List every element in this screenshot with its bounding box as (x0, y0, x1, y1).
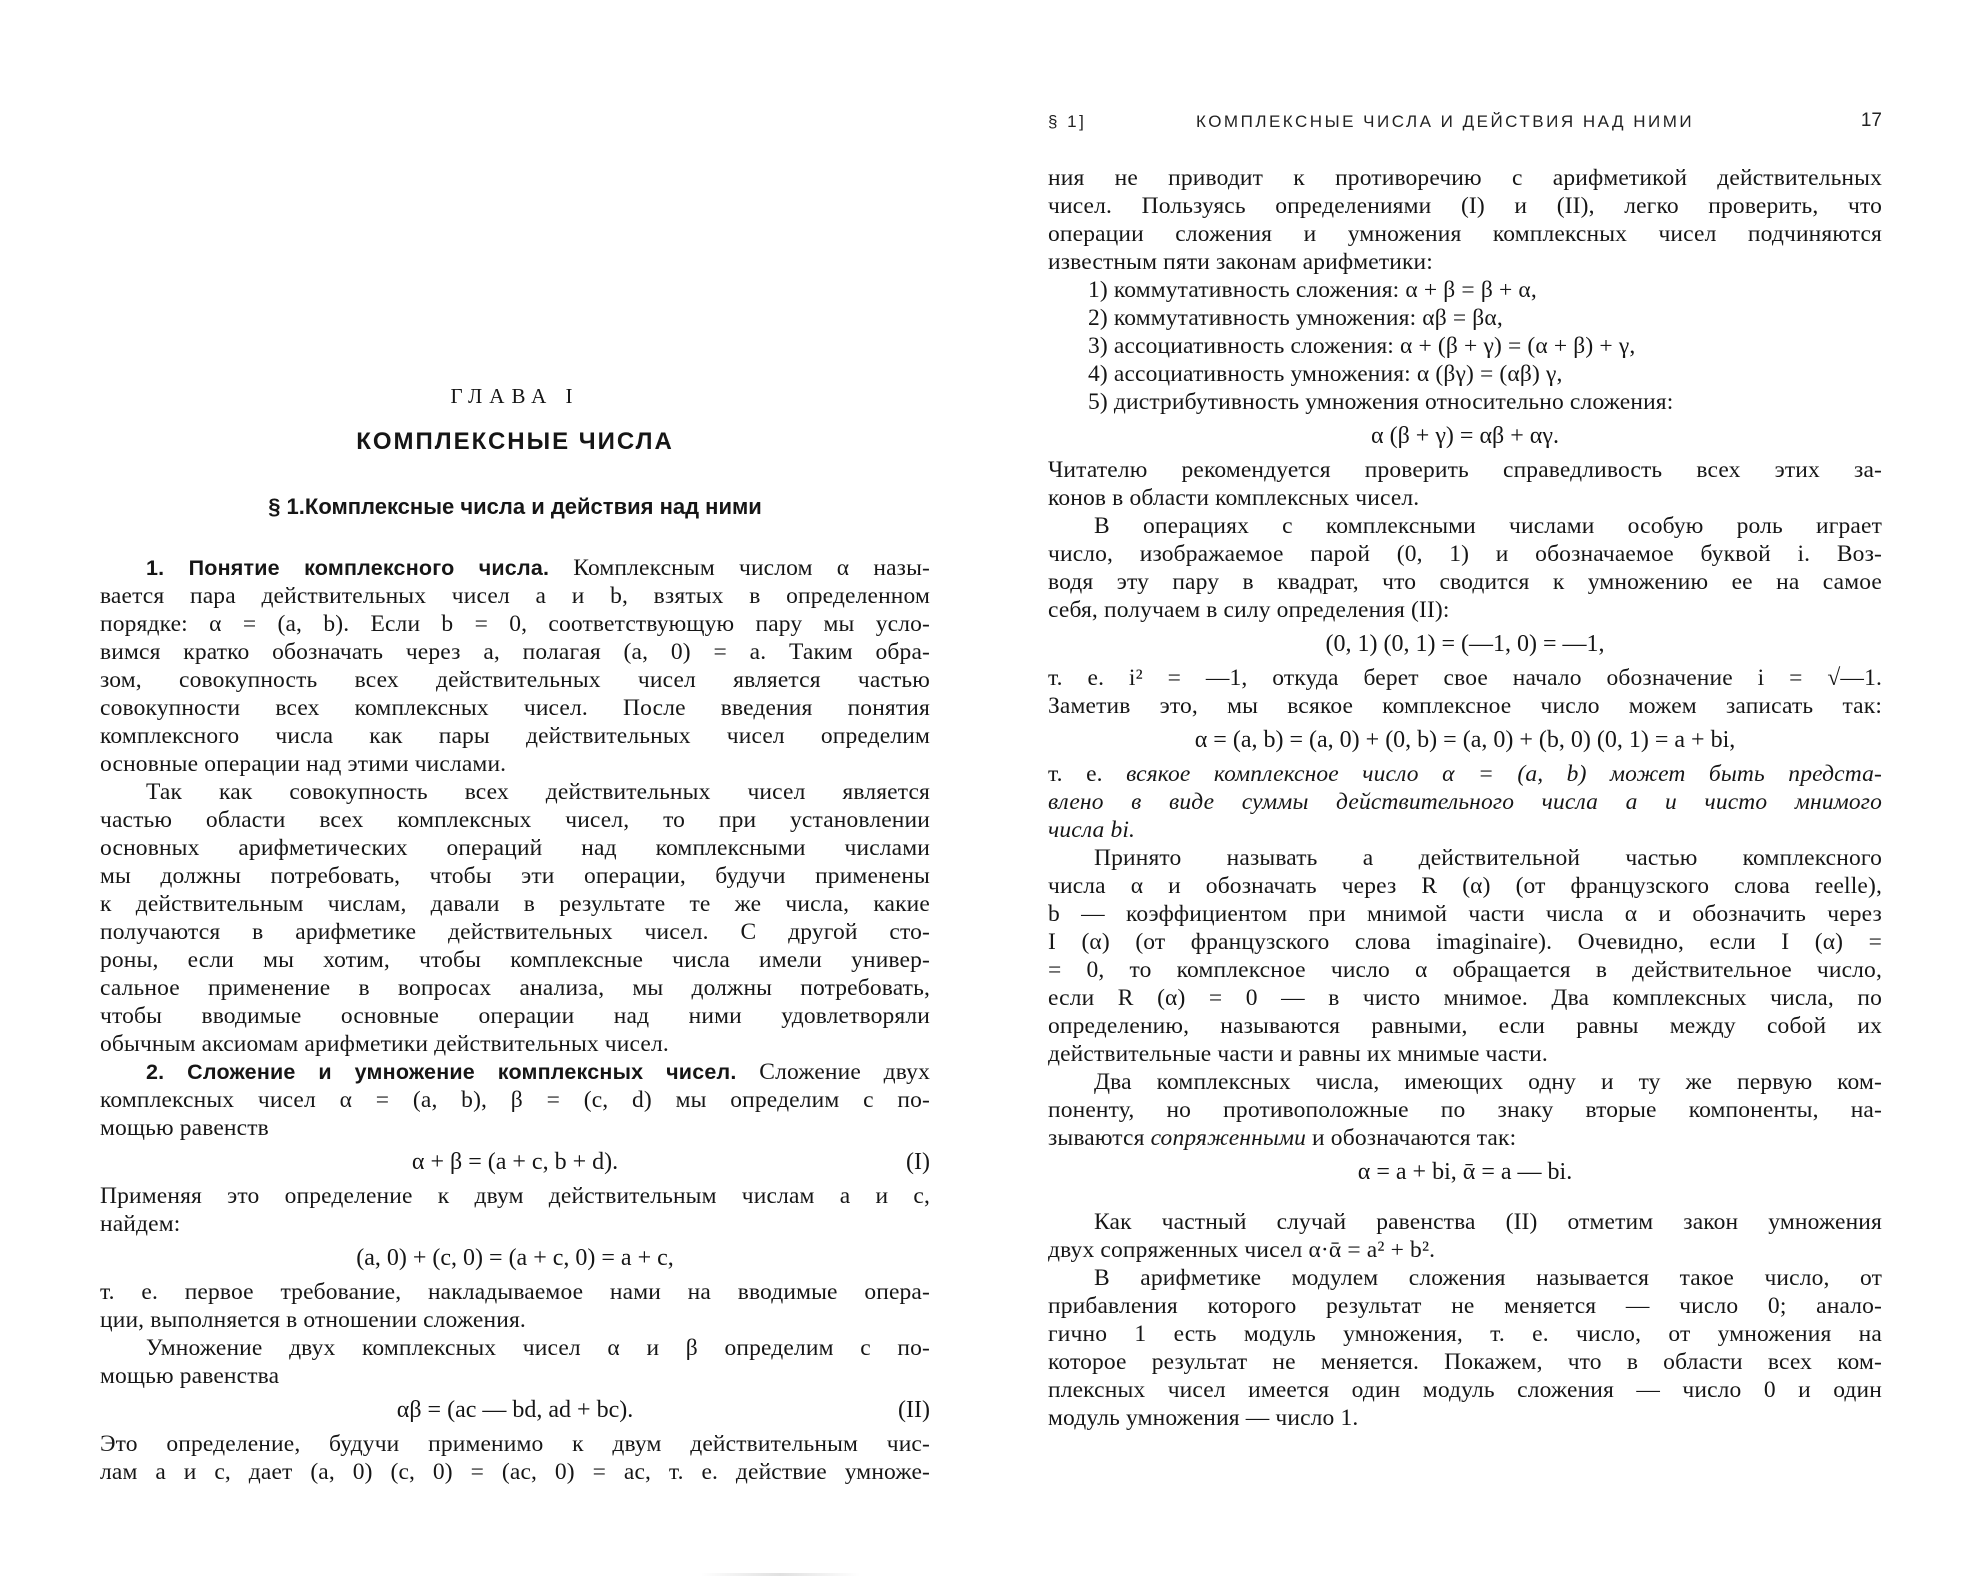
text-line: Это определение, будучи применимо к двум действительным чис- (100, 1431, 930, 1457)
arithmetic-laws-list (1048, 276, 1882, 416)
text-line: = 0, то комплексное число α обращается в действительное число, (1048, 957, 1882, 983)
text-line: комплексных чисел α = (a, b), β = (c, d) мы определим с по- (100, 1087, 930, 1113)
list-item: 1) коммутативность сложения: α + β = β + α, (1088, 277, 1537, 303)
paragraph-heading: 2. Сложение и умножение комплексных чисел. (146, 1060, 737, 1084)
running-header-section: § 1] (1048, 112, 1087, 131)
text-line (100, 1058, 930, 1086)
text-line: порядке: α = (a, b). Если b = 0, соответствующую пару мы усло- (100, 611, 930, 637)
text-line: модуль умножения — число 1. (1048, 1405, 1359, 1431)
text-line: водя эту пару в квадрат, что сводится к умножению ее на самое (1048, 569, 1882, 595)
left-page-body (100, 554, 930, 1486)
text-line: получаются в арифметике действительных чисел. С другой сто- (100, 919, 930, 945)
text-line: I (α) (от французского слова imaginaire). Очевидно, если I (α) = (1048, 929, 1882, 955)
text-line: вается пара действительных чисел a и b, взятых в определенном (100, 583, 930, 609)
equation-number: (II) (898, 1397, 930, 1423)
text-line: конов в области комплексных чисел. (1048, 485, 1420, 511)
text-line: Так как совокупность всех действительных чисел является (146, 779, 930, 805)
equation-distributive (1048, 416, 1882, 456)
text-line: число, изображаемое парой (0, 1) и обозначаемое буквой i. Воз- (1048, 541, 1882, 567)
text-line: гично 1 есть модуль умножения, т. е. число, от умножения на (1048, 1321, 1882, 1347)
text-line: обычным аксиомам арифметики действительных чисел. (100, 1031, 669, 1057)
equation-decomposition (1048, 720, 1882, 760)
text-line: операции сложения и умножения комплексных чисел подчиняются (1048, 221, 1882, 247)
text-line: если R (α) = 0 — в чисто мнимое. Два комплексных числа, по (1048, 985, 1882, 1011)
list-item: 4) ассоциативность умножения: α (βγ) = (αβ) γ, (1088, 361, 1563, 387)
list-item: 5) дистрибутивность умножения относительно сложения: (1088, 389, 1674, 415)
text-line: ции, выполняется в отношении сложения. (100, 1307, 526, 1333)
text-line: Применяя это определение к двум действительным числам a и c, (100, 1183, 930, 1209)
text-line: числа bi. (1048, 817, 1136, 843)
left-page (100, 0, 930, 1486)
text-line: плексных чисел имеется один модуль сложения — число 0 и один (1048, 1377, 1882, 1403)
text-line (1048, 760, 1882, 788)
equation-text: (a, 0) + (c, 0) = (a + c, 0) = a + c, (356, 1245, 674, 1271)
italic-run: всякое комплексное число α = (a, b) может быть предста- (1126, 761, 1882, 787)
spacer (1048, 1192, 1882, 1208)
text-line: т. е. первое требование, накладываемое нами на вводимые опера- (100, 1279, 930, 1305)
text-line: найдем: (100, 1211, 181, 1237)
list-item: 3) ассоциативность сложения: α + (β + γ) = (α + β) + γ, (1088, 333, 1636, 359)
scan-artifact (700, 1573, 860, 1576)
text-line: определению, называются равными, если равны между собой их (1048, 1013, 1882, 1039)
equation-text: αβ = (ac — bd, ad + bc). (396, 1397, 634, 1423)
text-line: основные операции над этими числами. (100, 751, 507, 777)
text-line: зом, совокупность всех действительных чисел является частью (100, 667, 930, 693)
text-line: действительные части и равны их мнимые части. (1048, 1041, 1548, 1067)
text-line: числа α и обозначать через R (α) (от французского слова reelle), (1048, 873, 1882, 899)
text-line: мощью равенств (100, 1115, 269, 1141)
text-line: Умножение двух комплексных чисел α и β определим с по- (146, 1335, 930, 1361)
text-run: и обозначаются так: (1306, 1125, 1517, 1151)
italic-run: сопряженными (1150, 1125, 1307, 1151)
equation-conjugate (1048, 1152, 1882, 1192)
text-line: комплексного числа как пары действительных чисел определим (100, 723, 930, 749)
equation-multiplication-definition (100, 1390, 930, 1430)
chapter-label: ГЛАВА I (450, 384, 580, 408)
text-line: Заметив это, мы всякое комплексное число можем записать так: (1048, 693, 1882, 719)
text-line: себя, получаем в силу определения (II): (1048, 597, 1450, 623)
running-header (1048, 108, 1882, 144)
text-line: поненту, но противоположные по знаку вторые компоненты, на- (1048, 1097, 1882, 1123)
right-page-body (1048, 164, 1882, 1432)
text-line: вимся кратко обозначать через a, полагая (a, 0) = a. Таким обра- (100, 639, 930, 665)
text-line: сальное применение в вопросах анализа, мы должны потребовать, (100, 975, 930, 1001)
text-run: Сложение двух (736, 1059, 930, 1085)
paragraph-heading: 1. Понятие комплексного числа. (146, 556, 550, 580)
section-title: § 1.Комплексные числа и действия над ними (268, 494, 762, 519)
text-line: к действительным числам, давали в результате те же числа, какие (100, 891, 930, 917)
page-number: 17 (1860, 110, 1882, 131)
text-line: ния не приводит к противоречию с арифметикой действительных (1048, 165, 1882, 191)
text-line (1048, 1124, 1882, 1152)
text-line: основных арифметических операций над комплексными числами (100, 835, 930, 861)
text-line: влено в виде суммы действительного числа a и чисто мнимого (1048, 789, 1882, 815)
running-header-title: КОМПЛЕКСНЫЕ ЧИСЛА И ДЕЙСТВИЯ НАД НИМИ (1196, 112, 1695, 131)
text-line: Два комплексных числа, имеющих одну и ту же первую ком- (1094, 1069, 1882, 1095)
equation-text: α = a + bi, ᾱ = a — bi. (1357, 1159, 1573, 1185)
text-line: мы должны потребовать, чтобы эти операции, будучи применены (100, 863, 930, 889)
text-line: которое результат не меняется. Покажем, что в области всех ком- (1048, 1349, 1882, 1375)
text-line: чтобы вводимые основные операции над ними удовлетворяли (100, 1003, 930, 1029)
chapter-title: КОМПЛЕКСНЫЕ ЧИСЛА (356, 428, 674, 455)
text-line: двух сопряженных чисел α·ᾱ = a² + b². (1048, 1237, 1436, 1263)
text-line: b — коэффициентом при мнимой части числа α и обозначить через (1048, 901, 1882, 927)
text-line: Как частный случай равенства (II) отметим закон умножения (1094, 1209, 1882, 1235)
equation-real-addition (100, 1238, 930, 1278)
text-line: Читателю рекомендуется проверить справедливость всех этих за- (1048, 457, 1882, 483)
equation-text: (0, 1) (0, 1) = (—1, 0) = —1, (1325, 631, 1605, 657)
text-line (100, 554, 930, 582)
text-line: чисел. Пользуясь определениями (I) и (II), легко проверить, что (1048, 193, 1882, 219)
text-run: Комплексным числом α назы- (549, 555, 930, 581)
equation-text: α = (a, b) = (a, 0) + (0, b) = (a, 0) + (b, 0) (0, 1) = a + bi, (1194, 727, 1736, 753)
text-line: т. е. i² = —1, откуда берет свое начало обозначение i = √—1. (1048, 665, 1882, 691)
text-line: известным пяти законам арифметики: (1048, 249, 1433, 275)
equation-i-square (1048, 624, 1882, 664)
equation-number: (I) (906, 1149, 930, 1175)
text-line: частью области всех комплексных чисел, то при установлении (100, 807, 930, 833)
right-page (1048, 0, 1882, 1432)
text-run: т. е. (1048, 761, 1127, 787)
text-line: лам a и c, дает (a, 0) (c, 0) = (ac, 0) = ac, т. е. действие умноже- (100, 1459, 930, 1485)
text-run: зываются (1048, 1125, 1151, 1151)
equation-text: α (β + γ) = αβ + αγ. (1371, 423, 1559, 449)
text-line: совокупности всех комплексных чисел. После введения понятия (100, 695, 930, 721)
text-line: мощью равенства (100, 1363, 280, 1389)
text-line: В операциях с комплексными числами особую роль играет (1094, 513, 1882, 539)
equation-text: α + β = (a + c, b + d). (411, 1149, 619, 1175)
text-line: В арифметике модулем сложения называется такое число, от (1094, 1265, 1882, 1291)
equation-addition-definition (100, 1142, 930, 1182)
text-line: Принято называть a действительной частью комплексного (1094, 845, 1882, 871)
text-line: прибавления которого результат не меняется — число 0; анало- (1048, 1293, 1882, 1319)
text-line: роны, если мы хотим, чтобы комплексные числа имели универ- (100, 947, 930, 973)
list-item: 2) коммутативность умножения: αβ = βα, (1088, 305, 1503, 331)
